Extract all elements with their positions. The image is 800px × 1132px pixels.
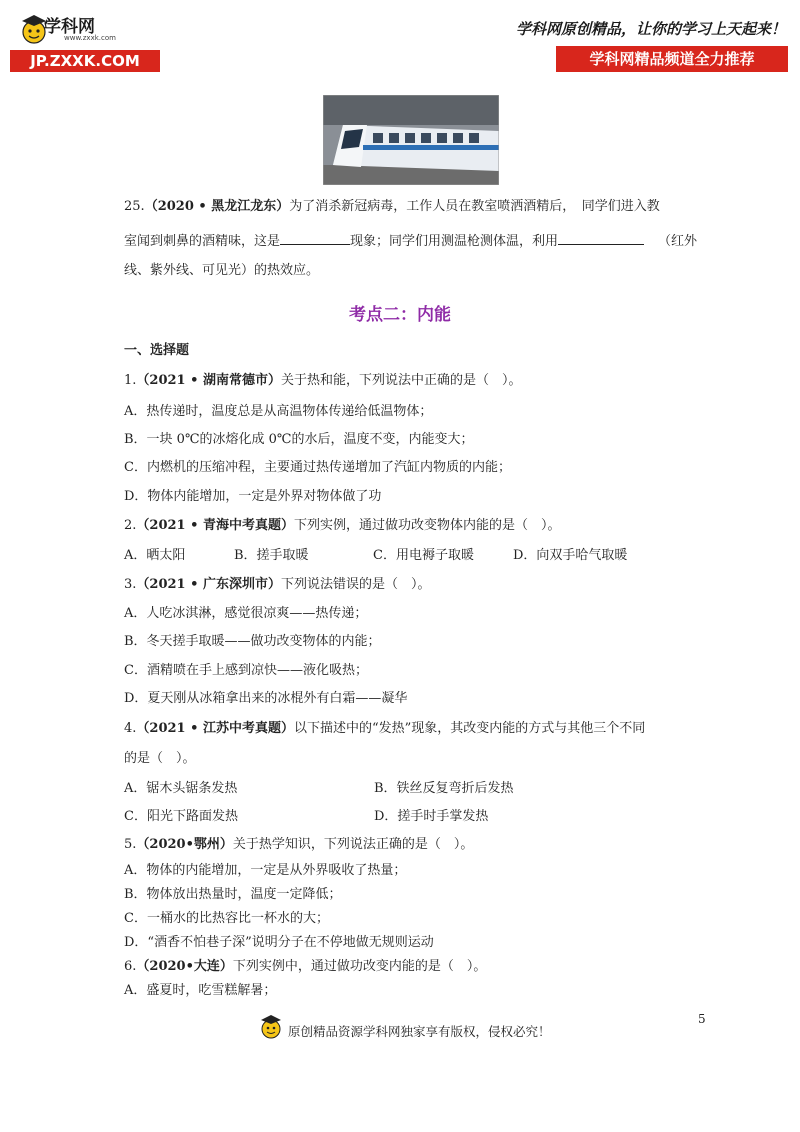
q3-option-d: D．夏天刚从冰箱拿出来的冰棍外有白霜——凝华: [124, 691, 408, 706]
question-text: 下列说法错误的是（ ）。: [280, 577, 431, 592]
q1-option-c: C．内燃机的压缩冲程，主要通过热传递增加了汽缸内物质的内能；: [124, 460, 511, 475]
part-heading: 一、选择题: [124, 343, 190, 358]
logo-title: 学科网: [44, 17, 95, 37]
question-text: 为了消杀新冠病毒，工作人员在教室喷洒酒精后， 同学们进入教: [289, 199, 660, 214]
question-text: 室闻到刺鼻的酒精味，这是: [124, 234, 281, 249]
question-text: 关于热学知识，下列说法正确的是（ ）。: [232, 837, 474, 852]
q5-option-b: B．物体放出热量时，温度一定降低；: [124, 887, 342, 902]
q3-option-a: A．人吃冰淇淋，感觉很凉爽——热传递；: [124, 606, 368, 621]
q25-line-3: [124, 262, 319, 280]
q5-option-c: C．一桶水的比热容比一杯水的大；: [124, 911, 329, 926]
q6-stem: [124, 958, 486, 976]
q3-option-c: C．酒精喷在手上感到凉快——液化吸热；: [124, 663, 368, 678]
question-text: 线、紫外线、可见光）的热效应。: [124, 263, 320, 278]
question-number: 6.: [124, 959, 137, 974]
q2-stem: [124, 517, 560, 535]
mascot-icon: [258, 1012, 284, 1042]
q4-option-c: C．阳光下路面发热: [124, 809, 238, 824]
question-source: （2021 • 江苏中考真题）: [136, 721, 294, 736]
q4-stem: [124, 720, 645, 738]
q25-line-2: [124, 231, 697, 251]
answer-blank[interactable]: [280, 231, 350, 245]
site-logo: [14, 12, 164, 74]
q5-option-a: A．物体的内能增加，一定是从外界吸收了热量；: [124, 863, 407, 878]
question-number: 5.: [124, 837, 137, 852]
section-title: 考点二：内能: [349, 305, 451, 325]
header-slogan-banner: 学科网精品频道全力推荐: [556, 46, 788, 72]
question-text: 下列实例中，通过做功改变内能的是（ ）。: [232, 959, 487, 974]
q2-option-c: C．用电褥子取暖: [373, 548, 474, 563]
q1-option-b: B．一块 0℃的冰熔化成 0℃的水后，温度不变，内能变大；: [124, 432, 474, 447]
q1-option-a: A．热传递时，温度总是从高温物体传递给低温物体；: [124, 404, 433, 419]
q5-option-d: D．“酒香不怕巷子深”说明分子在不停地做无规则运动: [124, 935, 434, 950]
question-number: 1.: [124, 373, 137, 388]
q6-option-a: A．盛夏时，吃雪糕解暑；: [124, 983, 277, 998]
q2-option-b: B．搓手取暖: [234, 548, 309, 563]
train-photo: [323, 95, 499, 185]
q4-stem-cont: 的是（ ）。: [124, 751, 196, 766]
question-source: （2021 • 广东深圳市）: [136, 577, 281, 592]
question-source: （2021 • 湖南常德市）: [136, 373, 281, 388]
question-number: 25.: [124, 199, 145, 214]
question-text: 现象；同学们用测温枪测体温，利用: [350, 234, 559, 249]
logo-banner: JP.ZXXK.COM: [10, 50, 160, 72]
logo-url: www.zxxk.com: [64, 34, 116, 42]
q1-stem: [124, 372, 521, 390]
q4-option-a: A．锯木头锯条发热: [124, 781, 238, 796]
question-number: 2.: [124, 518, 137, 533]
question-text: 下列实例，通过做功改变物体内能的是（ ）。: [293, 518, 561, 533]
q1-option-d: D．物体内能增加，一定是外界对物体做了功: [124, 489, 382, 504]
footer-copyright: 原创精品资源学科网独家享有版权，侵权必究！: [288, 1024, 551, 1039]
header-slogan: 学科网原创精品，让你的学习上天起来！: [516, 20, 787, 38]
q2-option-a: A．晒太阳: [124, 548, 186, 563]
question-text: （红外: [658, 234, 698, 249]
question-source: （2020 • 黑龙江龙东）: [144, 199, 290, 214]
q25-line-1: [124, 198, 660, 216]
question-source: （2020•鄂州）: [136, 837, 233, 852]
page-number: 5: [698, 1012, 706, 1026]
question-source: （2020•大连）: [136, 959, 233, 974]
q2-option-d: D．向双手哈气取暖: [513, 548, 628, 563]
question-source: （2021 • 青海中考真题）: [136, 518, 294, 533]
question-text: 关于热和能，下列说法中正确的是（ ）。: [280, 373, 522, 388]
answer-blank[interactable]: [558, 231, 644, 245]
question-text: 以下描述中的“发热”现象，其改变内能的方式与其他三个不同: [293, 721, 646, 736]
question-number: 4.: [124, 721, 137, 736]
q5-stem: [124, 836, 473, 854]
question-number: 3.: [124, 577, 137, 592]
q4-option-d: D．搓手时手掌发热: [374, 809, 489, 824]
q3-option-b: B．冬天搓手取暖——做功改变物体的内能；: [124, 634, 381, 649]
q3-stem: [124, 576, 430, 594]
q4-option-b: B．铁丝反复弯折后发热: [374, 781, 514, 796]
